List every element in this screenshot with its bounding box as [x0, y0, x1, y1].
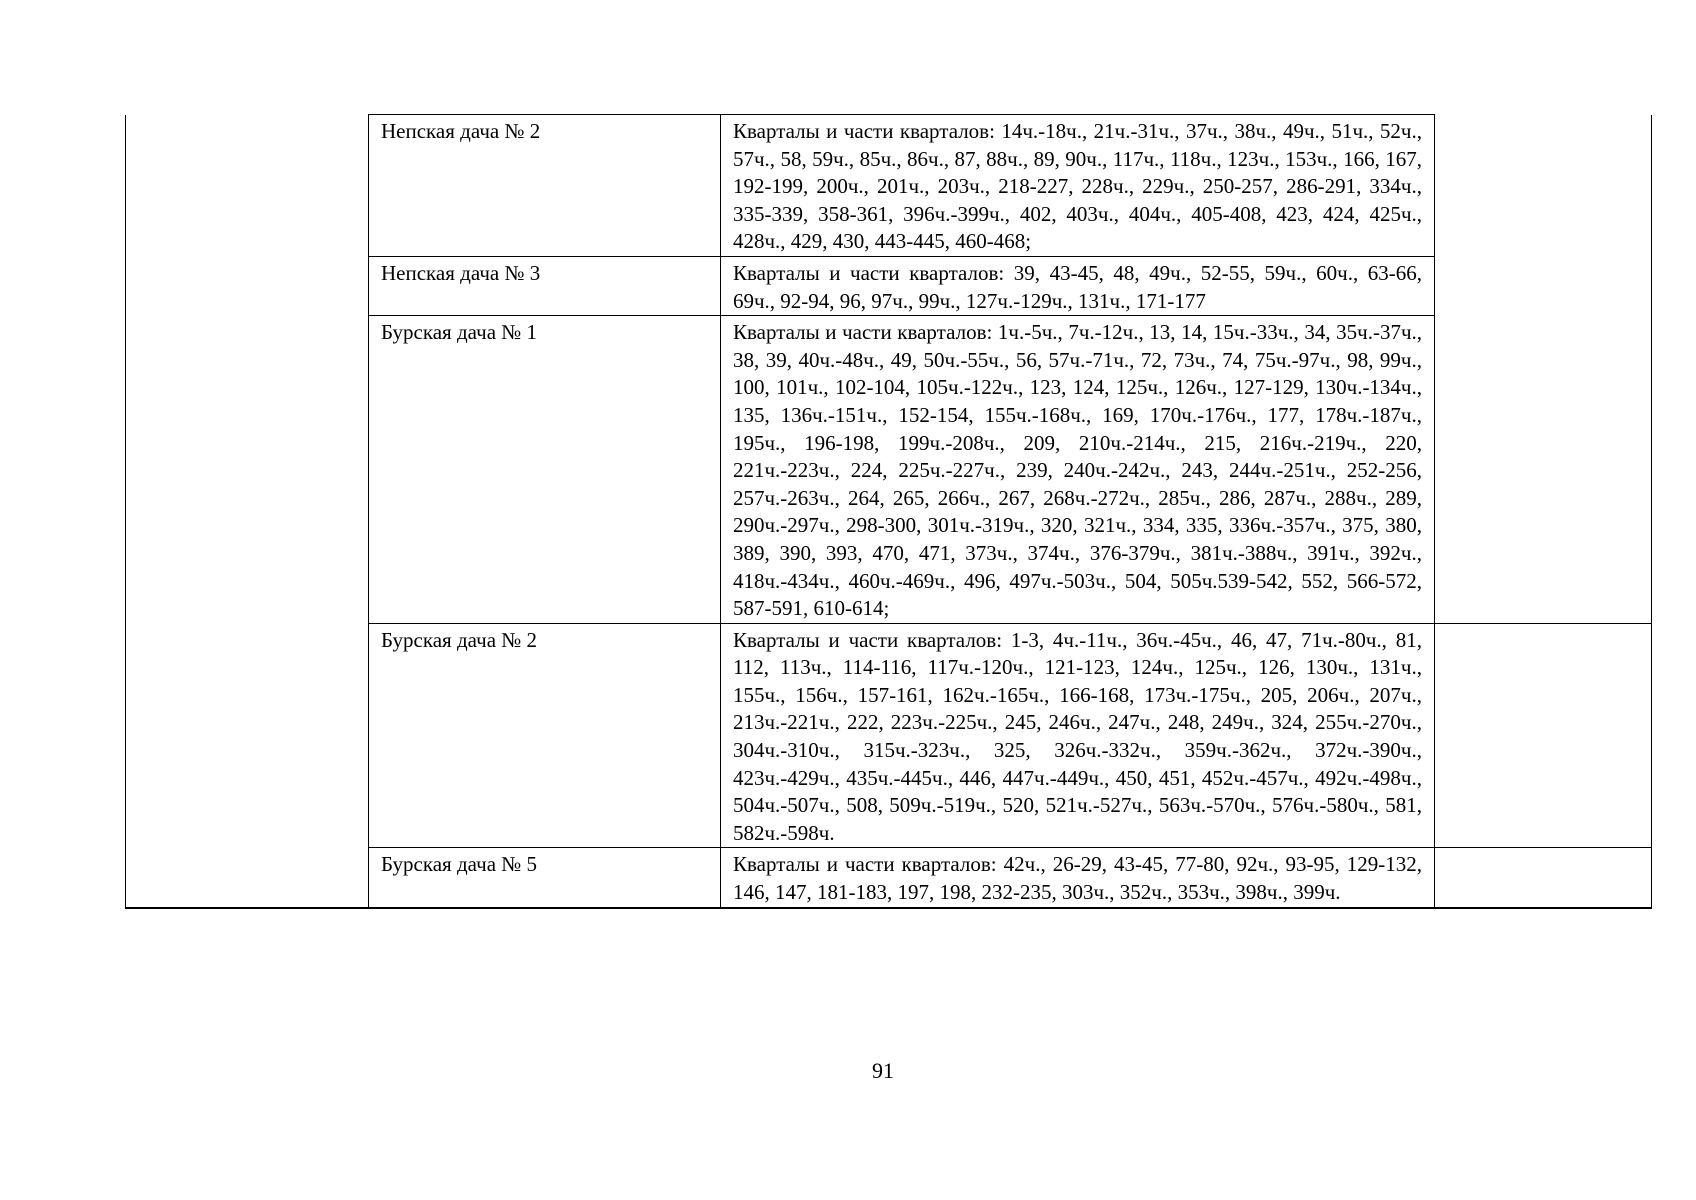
blocks-cell: Кварталы и части кварталов: 1ч.-5ч., 7ч.-12ч., 13, 14, 15ч.-33ч., 34, 35ч.-37ч., 38, 39, 40ч.-48ч., 49, 50ч.-55ч., 56, 57ч.-71ч., 72, 73ч., 74, 75ч.-97ч., 98, 99ч., 100, 101ч., 102-104, 105ч.-122ч., 123, 124, 125ч., 126ч., 127-129, 130ч.-134ч., 135, 136ч.-151ч., 152-154, 155ч.-168ч., 169, 170ч.-176ч., 177, 178ч.-187ч., 195ч., 196-198, 199ч.-208ч., 209, 210ч.-214ч., 215, 216ч.-219ч., 220, 221ч.-223ч., 224, 225ч.-227ч., 239, 240ч.-242ч., 243, 244ч.-251ч., 252-256, 257ч.-263ч., 264, 265, 266ч., 267, 268ч.-272ч., 285ч., 286, 287ч., 288ч., 289, 290ч.-297ч., 298-300, 301ч.-319ч., 320, 321ч., 334, 335, 336ч.-357ч., 375, 380, 389, 390, 393, 470, 471, 373ч., 374ч., 376-379ч., 381ч.-388ч., 391ч., 392ч., 418ч.-434ч., 460ч.-469ч., 496, 497ч.-503ч., 504, 505ч.539-542, 552, 566-572, 587-591, 610-614; [721, 316, 1435, 624]
dacha-name-cell: Бурская дача № 1 [369, 316, 721, 624]
dacha-name-cell: Непская дача № 2 [369, 115, 721, 257]
dacha-name-cell: Бурская дача № 5 [369, 848, 721, 908]
right-empty-cell [1435, 848, 1652, 908]
blocks-cell: Кварталы и части кварталов: 39, 43-45, 48, 49ч., 52-55, 59ч., 60ч., 63-66, 69ч., 92-94, 96, 97ч., 99ч., 127ч.-129ч., 131ч., 171-177 [721, 256, 1435, 315]
right-empty-cell [1435, 115, 1652, 316]
blocks-cell: Кварталы и части кварталов: 14ч.-18ч., 21ч.-31ч., 37ч., 38ч., 49ч., 51ч., 52ч., 57ч., 58, 59ч., 85ч., 86ч., 87, 88ч., 89, 90ч., 117ч., 118ч., 123ч., 153ч., 166, 167, 192-199, 200ч., 201ч., 203ч., 218-227, 228ч., 229ч., 250-257, 286-291, 334ч., 335-339, 358-361, 396ч.-399ч., 402, 403ч., 404ч., 405-408, 423, 424, 425ч., 428ч., 429, 430, 443-445, 460-468; [721, 115, 1435, 257]
table-row [126, 115, 1652, 257]
right-empty-cell [1435, 316, 1652, 624]
blocks-cell: Кварталы и части кварталов: 1-3, 4ч.-11ч., 36ч.-45ч., 46, 47, 71ч.-80ч., 81, 112, 113ч., 114-116, 117ч.-120ч., 121-123, 124ч., 125ч., 126, 130ч., 131ч., 155ч., 156ч., 157-161, 162ч.-165ч., 166-168, 173ч.-175ч., 205, 206ч., 207ч., 213ч.-221ч., 222, 223ч.-225ч., 245, 246ч., 247ч., 248, 249ч., 324, 255ч.-270ч., 304ч.-310ч., 315ч.-323ч., 325, 326ч.-332ч., 359ч.-362ч., 372ч.-390ч., 423ч.-429ч., 435ч.-445ч., 446, 447ч.-449ч., 450, 451, 452ч.-457ч., 492ч.-498ч., 504ч.-507ч., 508, 509ч.-519ч., 520, 521ч.-527ч., 563ч.-570ч., 576ч.-580ч., 581, 582ч.-598ч. [721, 623, 1435, 848]
right-empty-cell [1435, 623, 1652, 848]
dacha-name-cell: Непская дача № 3 [369, 256, 721, 315]
page-number: 91 [872, 1058, 894, 1083]
dacha-name-cell: Бурская дача № 2 [369, 623, 721, 848]
forest-blocks-table [125, 114, 1652, 909]
left-merged-cell [126, 115, 369, 908]
blocks-cell: Кварталы и части кварталов: 42ч., 26-29, 43-45, 77-80, 92ч., 93-95, 129-132, 146, 147, 181-183, 197, 198, 232-235, 303ч., 352ч., 353ч., 398ч., 399ч. [721, 848, 1435, 908]
